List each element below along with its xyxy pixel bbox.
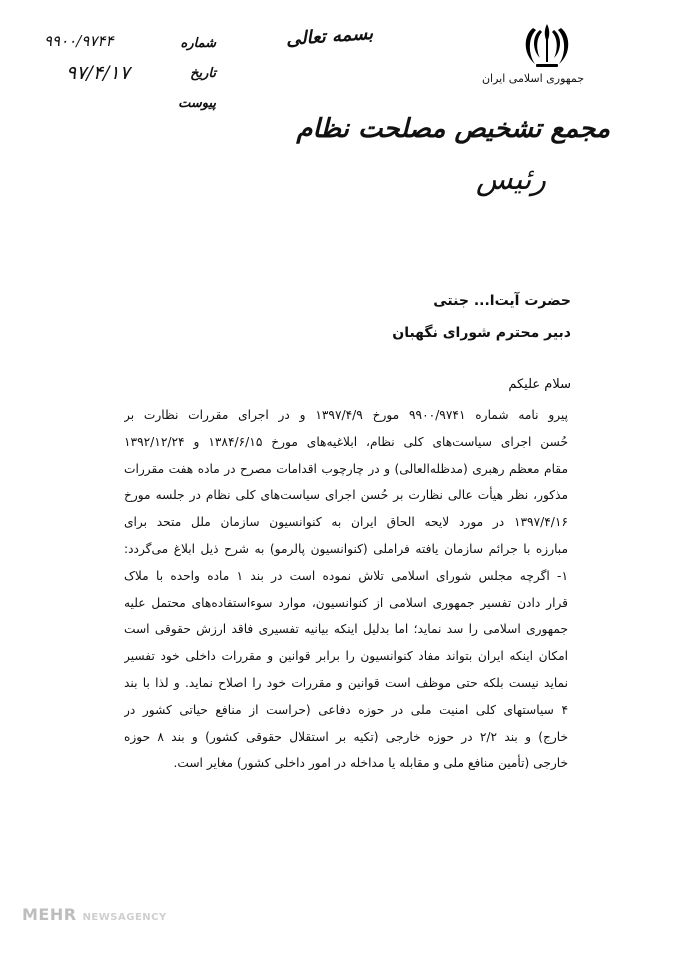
addressee-block (392, 285, 571, 349)
body-line: پیرو نامه شماره ۹۹۰۰/۹۷۴۱ مورخ ۱۳۹۷/۴/۹ و در اجرای مقررات نظارت بر (124, 408, 568, 422)
letter-body (124, 402, 568, 777)
body-line: ۱۳۹۷/۴/۱۶ در مورد لایحه الحاق ایران به کنوانسیون سازمان ملل متحد برای (124, 515, 568, 530)
body-line: مقام معظم رهبری (مدظله‌العالی) و در چارچوب اقدامات مصرح در ماده هفت مقررات (124, 461, 568, 476)
republic-name: جمهوری اسلامی ایران (481, 72, 584, 85)
body-line: نماید نیست بلکه حتی موظف است قوانین و مقررات خود را اصلاح نماید. و لذا با بند (124, 675, 568, 690)
letter-meta (36, 32, 216, 122)
addressee-position: دبیر محترم شورای نگهبان (392, 325, 571, 341)
bismillah-heading: بسمه تعالی (285, 22, 374, 51)
president-title: رئیس (475, 162, 546, 197)
watermark-sub: NEWSAGENCY (82, 912, 167, 923)
body-line: امکان اینکه ایران بتواند مفاد کنوانسیون را برابر قوانین و مقررات داخلی خود تفسیر (124, 649, 568, 664)
watermark (22, 905, 167, 924)
number-row (36, 32, 216, 62)
watermark-brand: MEHR (22, 905, 77, 924)
date-label: تاریخ (190, 66, 216, 81)
body-line: قرار دادن تفسیر جمهوری اسلامی از کنوانسیون، موارد سوءاستفاده‌های محتمل علیه (124, 595, 568, 610)
body-line: خارجی (تأمین منافع ملی و مقابله یا مداخله در امور داخلی کشور) مغایر است. (173, 756, 568, 771)
body-line: حُسن اجرای سیاست‌های کلی نظام، ابلاغیه‌های مورخ ۱۳۸۴/۶/۱۵ و ۱۳۹۲/۱۲/۲۴ (124, 434, 568, 449)
letter-number: ۹۹۰۰/۹۷۴۴ (44, 32, 114, 50)
attachment-row (36, 92, 216, 122)
salutation: سلام علیکم (508, 377, 571, 392)
iran-emblem-icon (522, 22, 572, 70)
body-line: جمهوری اسلامی را سد نماید؛ اما بدلیل اینکه بیانیه تفسیری فاقد ارزش حقوقی است (124, 622, 568, 637)
date-row (36, 62, 216, 92)
body-line: مذکور، نظر هیأت عالی نظارت بر حُسن اجرای سیاست‌های کلی نظام در جلسه مورخ (124, 488, 568, 503)
body-line: خارج) و بند ۲/۲ در حوزه خارجی (تکیه بر استقلال حقوقی کشور) و بند ۸ حوزه (124, 729, 568, 744)
body-line: ۴ سیاستهای کلی امنیت ملی در حوزه دفاعی (حراست از منافع حیاتی کشور در (124, 702, 568, 717)
body-line: مبارزه با جرائم سازمان یافته فراملی (کنوانسیون پالرمو) به شرح ذیل ابلاغ می‌گردد: (124, 541, 568, 556)
body-line: ۱- اگرچه مجلس شورای اسلامی تلاش نموده است در بند ۱ ماده واحده با ملاک (124, 568, 568, 583)
attachment-label: پیوست (178, 96, 216, 111)
council-name: مجمع تشخیص مصلحت نظام (296, 114, 610, 144)
letter-date: ۹۷/۴/۱۷ (66, 62, 130, 84)
addressee-name: حضرت آیت‌ا... جنتی (433, 293, 571, 309)
number-label: شماره (180, 36, 216, 51)
